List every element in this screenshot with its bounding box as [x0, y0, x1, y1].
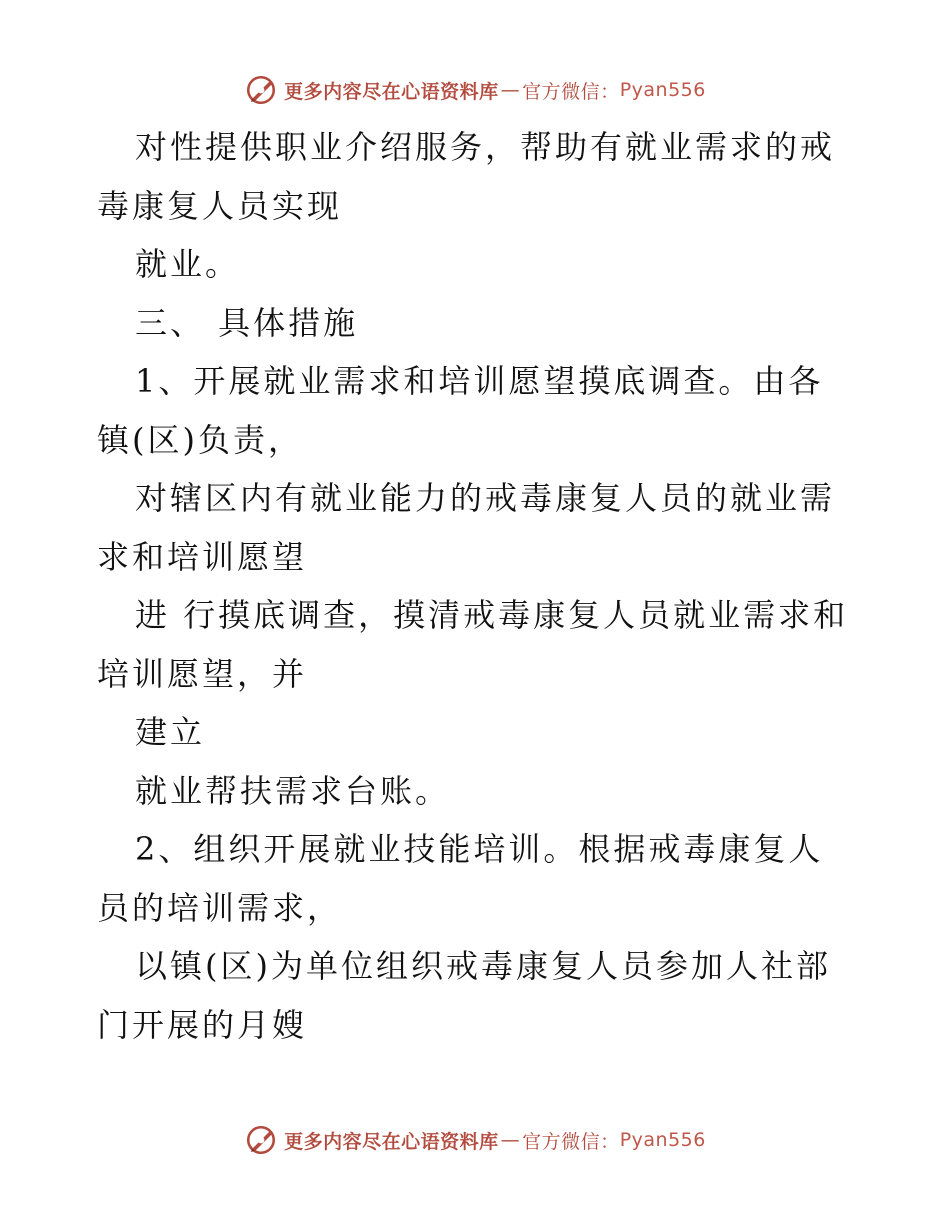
watermark-wechat-label: 官方微信：	[522, 80, 620, 103]
watermark-main-text: 更多内容尽在心语资料库	[284, 80, 499, 103]
paragraph-8: 2、组织开展就业技能培训。根据戒毒康复人员的培训需求，	[97, 830, 824, 927]
watermark-wechat-id: Pyan556	[619, 1129, 706, 1151]
paragraph-6: 建立	[135, 713, 206, 751]
section-heading: 三、 具体措施	[135, 303, 359, 342]
header-watermark	[0, 70, 950, 110]
paragraph-3: 1、开展就业需求和培训愿望摸底调查。由各镇(区)负责，	[97, 362, 824, 459]
watermark-wechat-label: 官方微信：	[522, 1130, 620, 1153]
paragraph-9: 以镇(区)为单位组织戒毒康复人员参加人社部门开展的月嫂	[97, 947, 831, 1044]
pen-logo-icon	[244, 1123, 278, 1157]
watermark-main-text: 更多内容尽在心语资料库	[284, 1130, 499, 1153]
paragraph-5: 进 行摸底调查，摸清戒毒康复人员就业需求和培训愿望，并	[97, 596, 849, 693]
watermark-separator: —	[500, 79, 521, 101]
watermark-separator: —	[500, 1129, 521, 1151]
paragraph-7: 就业帮扶需求台账。	[135, 771, 451, 810]
pen-logo-icon	[244, 73, 278, 107]
paragraph-1: 对性提供职业介绍服务，帮助有就业需求的戒毒康复人员实现	[97, 128, 836, 225]
footer-watermark	[0, 1120, 950, 1160]
paragraph-2: 就业。	[135, 245, 241, 283]
document-body	[97, 118, 857, 1054]
paragraph-4: 对辖区内有就业能力的戒毒康复人员的就业需求和培训愿望	[97, 479, 836, 576]
watermark-wechat-id: Pyan556	[619, 79, 706, 101]
